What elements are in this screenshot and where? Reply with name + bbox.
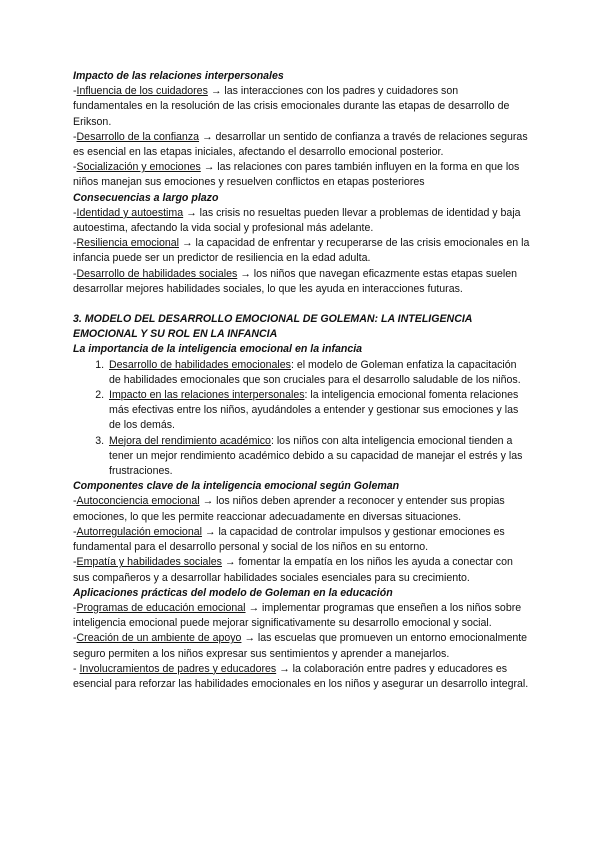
list-item: -Creación de un ambiente de apoyo → las escuelas que promueven un entorno emocionalmente seguro permiten a los niños expresar sus sentimientos y aprender a manejarlos.	[73, 632, 528, 660]
list-componentes	[73, 494, 530, 585]
heading-aplicaciones: Aplicaciones prácticas del modelo de Goleman en la educación	[73, 586, 393, 599]
heading-componentes: Componentes clave de la inteligencia emocional según Goleman	[73, 480, 400, 493]
term: Identidad y autoestima	[76, 206, 184, 219]
list-aplicaciones	[73, 601, 530, 692]
term: Autoconciencia emocional	[76, 495, 200, 508]
list-item: -Autoconciencia emocional → los niños deben aprender a reconocer y entender sus propias emociones, lo que les permite reaccionar adecuadamente en diversas situaciones.	[73, 495, 505, 523]
list-item: -Socialización y emociones → las relaciones con pares también influyen en la forma en que los niños manejan sus emociones y resuelven conflictos en etapas posteriores	[73, 161, 520, 189]
term: Autorregulación emocional	[76, 525, 202, 538]
numbered-list	[73, 358, 530, 480]
list-item: -Programas de educación emocional → implementar programas que enseñen a los niños sobre inteligencia emocional puede mejorar significativamente su desarrollo emocional y social.	[73, 601, 522, 630]
list-item: - Involucramientos de padres y educadores → la colaboración entre padres y educadores es esencial para reforzar las habilidades emocionales en los niños y asegurar un desarrollo integral.	[73, 662, 529, 690]
list-item: -Resiliencia emocional → la capacidad de enfrentar y recuperarse de las crisis emocionales en la infancia puede ser un predictor de resiliencia en la edad adulta.	[73, 237, 530, 265]
term: Mejora del rendimiento académico	[109, 434, 271, 447]
list-item: -Empatía y habilidades sociales → fomentar la empatía en los niños les ayuda a conectar con sus compañeros y a desarrollar habilidades sociales esenciales para su crecimiento.	[73, 556, 513, 584]
list-item: 3. Mejora del rendimiento académico: los niños con alta inteligencia emocional tienden a tener un mejor rendimiento académico debido a su capacidad de manejar el estrés y las frustraciones.	[107, 434, 530, 480]
section-title: 3. MODELO DEL DESARROLLO EMOCIONAL DE GOLEMAN: LA INTELIGENCIA EMOCIONAL Y SU ROL EN LA INFANCIA	[73, 313, 473, 341]
heading-impacto: Impacto de las relaciones interpersonales	[73, 70, 284, 82]
term: Socialización y emociones	[76, 161, 201, 174]
list-item: 1. Desarrollo de habilidades emocionales: el modelo de Goleman enfatiza la capacitación de habilidades emocionales que son cruciales para el desarrollo saludable de los niños.	[107, 358, 530, 388]
list-impacto	[73, 84, 530, 190]
list-item: -Desarrollo de habilidades sociales → los niños que navegan eficazmente estas etapas suelen desarrollar mejores habilidades sociales, lo que les ayuda en interacciones futuras.	[73, 267, 518, 295]
list-item: -Desarrollo de la confianza → desarrollar un sentido de confianza a través de relaciones seguras es esencial en las etapas iniciales, afectando el desarrollo emocional posterior.	[73, 130, 528, 159]
heading-consecuencias: Consecuencias a largo plazo	[73, 191, 219, 204]
term: Influencia de los cuidadores	[76, 85, 208, 98]
term: Desarrollo de habilidades sociales	[76, 267, 238, 280]
term: Empatía y habilidades sociales	[76, 556, 222, 569]
list-consecuencias	[73, 206, 530, 297]
term: Involucramientos de padres y educadores	[79, 662, 277, 675]
term: Creación de un ambiente de apoyo	[76, 632, 242, 645]
heading-importancia: La importancia de la inteligencia emocional en la infancia	[73, 343, 363, 356]
list-item: 2. Impacto en las relaciones interpersonales: la inteligencia emocional fomenta relaciones más efectivas entre los niños, ayudándoles a entender y gestionar sus emociones y las de los demás.	[107, 388, 530, 434]
term: Programas de educación emocional	[76, 601, 246, 614]
list-item: -Identidad y autoestima → las crisis no resueltas pueden llevar a problemas de identidad y baja autoestima, afectando la vida social y profesional más adelante.	[73, 206, 521, 235]
list-item: -Influencia de los cuidadores → las interacciones con los padres y cuidadores son fundamentales en la resolución de las crisis emocionales durante las etapas de desarrollo de Erikson.	[73, 85, 510, 128]
term: Resiliencia emocional	[76, 237, 179, 250]
term: Impacto en las relaciones interpersonales	[109, 389, 305, 402]
list-item: -Autorregulación emocional → la capacidad de controlar impulsos y gestionar emociones es fundamental para el desarrollo personal y social de los niños en su entorno.	[73, 525, 505, 554]
spacer	[73, 297, 530, 312]
term: Desarrollo de habilidades emocionales	[109, 358, 291, 371]
term: Desarrollo de la confianza	[76, 130, 200, 143]
